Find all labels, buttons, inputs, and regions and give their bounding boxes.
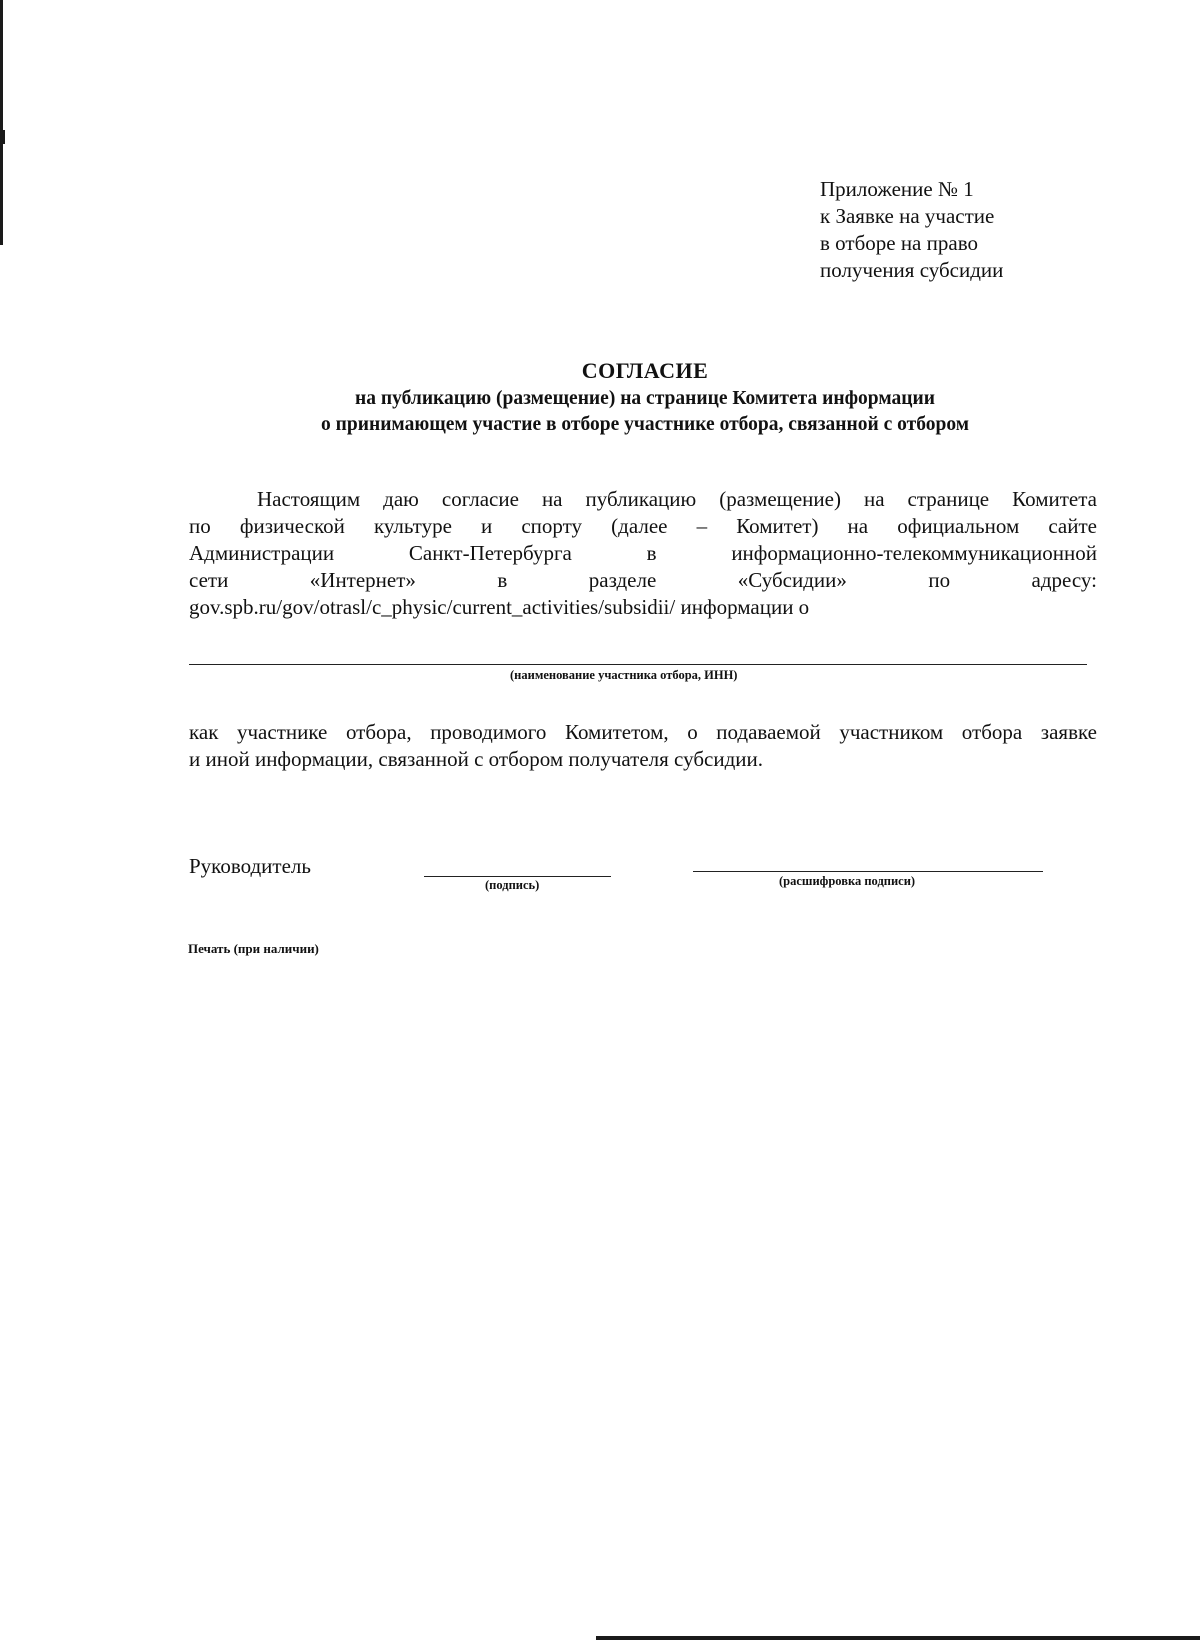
signature-field-line [424,876,611,877]
signatory-label: Руководитель [189,854,311,878]
paragraph-line: и иной информации, связанной с отбором получателя субсидии. [189,747,763,771]
appendix-line: Приложение № 1 [820,177,974,201]
scan-border-left [0,0,3,245]
appendix-line: получения субсидии [820,258,1004,282]
appendix-reference [820,176,1003,284]
paragraph-line: Настоящим даю согласие на публикацию (размещение) на странице Комитета [257,487,1097,511]
signature-caption: (подпись) [485,878,540,892]
document-title [180,356,1110,438]
signature-decode-field-line [693,871,1043,872]
signature-decode-caption: (расшифровка подписи) [779,874,916,888]
consent-paragraph [189,486,1097,621]
title-main: СОГЛАСИЕ [581,358,709,383]
participant-name-field-line [189,664,1087,665]
paragraph-line: gov.spb.ru/gov/otrasl/c_physic/current_activities/subsidii/ информации о [189,595,810,619]
appendix-line: в отборе на право [820,231,978,255]
paragraph-line: Администрации Санкт-Петербурга в информационно-телекоммуникационной [189,541,1097,565]
paragraph-line: сети «Интернет» в разделе «Субсидии» по адресу: [189,568,1097,592]
title-subtitle-line: о принимающем участие в отборе участнике отбора, связанной с отбором [321,414,969,435]
scan-border-bottom [596,1636,1200,1640]
title-subtitle-line: на публикацию (размещение) на странице Комитета информации [355,388,935,409]
appendix-line: к Заявке на участие [820,204,995,228]
paragraph-line: как участнике отбора, проводимого Комитетом, о подаваемой участником отбора заявке [189,720,1097,744]
paragraph-line: по физической культуре и спорту (далее – Комитет) на официальном сайте [189,514,1097,538]
scan-mark-left [2,130,5,144]
participant-paragraph [189,719,1097,773]
stamp-note: Печать (при наличии) [188,941,319,956]
participant-name-caption: (наименование участника отбора, ИНН) [510,668,738,682]
